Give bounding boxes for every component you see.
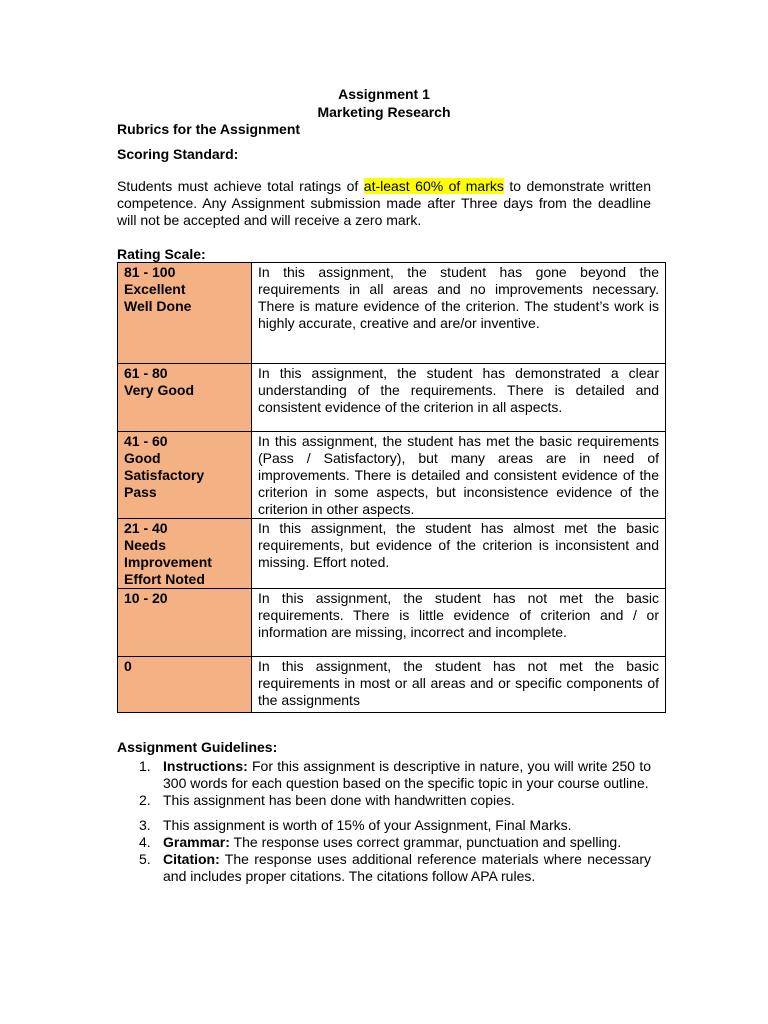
table-row [118,263,666,364]
list-item [117,792,651,809]
description-cell [252,263,666,364]
table-row [118,364,666,432]
description-cell [252,364,666,432]
description-text: In this assignment, the student has gone beyond the requirements in all areas and no improvements necessary. There is mature evidence of the criterion. The student’s work is highly accurate, creative and are/or inventive. [258,264,659,331]
list-item [117,817,651,834]
guideline-text: The response uses additional reference materials where necessary and includes proper citations. The citations follow APA rules. [163,851,651,884]
score-cell [118,364,252,432]
list-number: 5. [139,851,151,867]
scoring-highlight: at-least 60% of marks [363,178,504,194]
assignment-guidelines [117,739,651,885]
score-cell [118,432,252,519]
document-subtitle: Marketing Research [317,104,451,120]
score-label: Well Done [124,298,192,314]
score-range: 0 [124,658,132,674]
scoring-text-before: Students must achieve total ratings of [117,178,364,194]
guideline-text: This assignment has been done with handwritten copies. [163,792,515,808]
guideline-label: Instructions: [163,758,248,774]
score-cell [118,657,252,713]
score-range: 81 - 100 [124,264,176,280]
title-block [0,86,768,122]
description-text: In this assignment, the student has not met the basic requirements. There is little evidence of criterion and / or information are missing, incorrect and incomplete. [258,590,659,640]
score-cell [118,519,252,589]
description-cell [252,657,666,713]
score-label: Very Good [124,382,195,398]
scoring-paragraph [117,178,651,229]
list-number: 3. [139,817,151,833]
scoring-text-after: to demonstrate written competence. Any Assignment submission made after Three days from the deadline will not be accepted and will receive a zero mark. [117,178,652,228]
score-label: Effort Noted [124,571,205,587]
document-title: Assignment 1 [338,86,430,102]
table-row [118,432,666,519]
description-text: In this assignment, the student has almost met the basic requirements, but evidence of the criterion is inconsistent and missing. Effort noted. [258,520,659,570]
score-cell [118,589,252,657]
guideline-text: This assignment is worth of 15% of your Assignment, Final Marks. [163,817,572,833]
scoring-heading: Scoring Standard: [117,146,239,162]
list-item [117,834,651,851]
guideline-text: The response uses correct grammar, punctuation and spelling. [229,834,622,850]
list-number: 1. [139,758,151,774]
description-text: In this assignment, the student has met the basic requirements (Pass / Satisfactory), but many areas are in need of improvements. There is detailed and consistent evidence of the criterion in some aspects, but inconsistence evidence of the criterion in other aspects. [258,433,659,517]
score-range: 41 - 60 [124,433,168,449]
list-number: 2. [139,792,151,808]
guideline-text: For this assignment is descriptive in nature, you will write 250 to 300 words for each question based on the specific topic in your course outline. [163,758,651,791]
score-label: Improvement [124,554,212,570]
description-text: In this assignment, the student has demonstrated a clear understanding of the requirements. There is detailed and consistent evidence of the criterion in all aspects. [258,365,659,415]
rubrics-heading: Rubrics for the Assignment [117,121,301,137]
guidelines-list [117,758,651,885]
table-row [118,589,666,657]
guideline-label: Grammar: [163,834,230,850]
rating-scale-heading: Rating Scale: [117,246,206,262]
score-label: Excellent [124,281,186,297]
list-item [117,758,651,792]
description-cell [252,519,666,589]
score-label: Pass [124,484,157,500]
score-cell [118,263,252,364]
score-range: 21 - 40 [124,520,168,536]
rating-scale-table [117,262,666,713]
guideline-label: Citation: [163,851,220,867]
list-number: 4. [139,834,151,850]
score-label: Needs [124,537,167,553]
score-label: Good [124,450,161,466]
list-item [117,851,651,885]
table-row [118,519,666,589]
description-cell [252,589,666,657]
score-label: Satisfactory [124,467,205,483]
description-text: In this assignment, the student has not met the basic requirements in most or all areas and or specific components of the assignments [258,658,659,708]
score-range: 10 - 20 [124,590,168,606]
score-range: 61 - 80 [124,365,168,381]
table-row [118,657,666,713]
description-cell [252,432,666,519]
guidelines-heading: Assignment Guidelines: [117,739,278,755]
